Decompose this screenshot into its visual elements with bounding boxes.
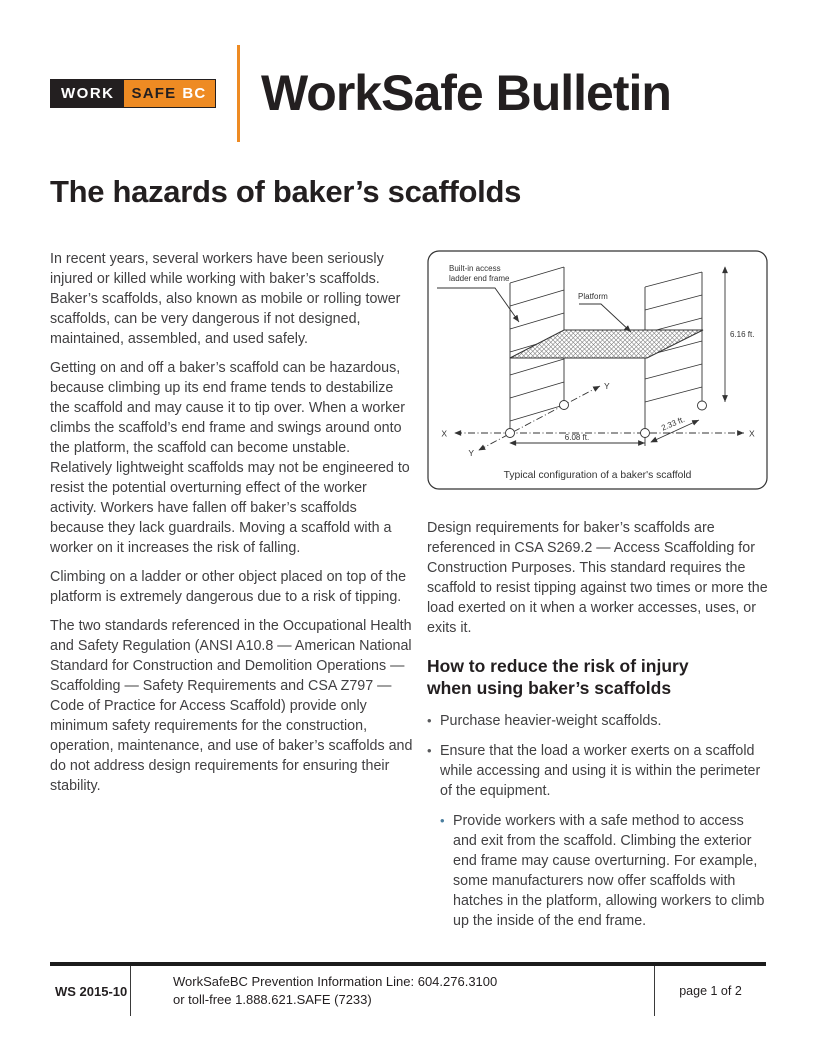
footer-page-indicator: page 1 of 2	[679, 984, 742, 998]
paragraph-intro: In recent years, several workers have been seriously injured or killed while working with baker’s scaffolds. Baker’s scaffolds, also known as mobile or rolling tower scaffolds, can be very dangerous if not designed, maintained, assembled, and used safely.	[50, 251, 401, 347]
paragraph-standards: The two standards referenced in the Occupational Health and Safety Regulation (ANSI A10.8 — American National Standard for Construction and Demolition Operations — Scaffolding — Safety Requirements and CSA Z797 — Code of Practice for Access Scaffold) provide only minimum safety requirements for the construction, operation, maintenance, and use of baker’s scaffolds and do not address design requirements for ensuring their stability.	[50, 618, 413, 794]
figure-label-ladder-line2: ladder end frame	[449, 274, 510, 283]
section-heading-reduce-risk: How to reduce the risk of injury when using baker’s scaffolds	[427, 656, 689, 698]
footer-bulletin-number: WS 2015-10	[50, 966, 131, 1016]
footer	[50, 962, 766, 1016]
bullet-dot: •	[427, 743, 432, 758]
figure-axis-y-top: Y	[604, 381, 610, 391]
logo-bc-text: BC	[182, 85, 207, 102]
logo-work-segment: WORK	[51, 80, 124, 107]
figure-axis-x-right: X	[749, 428, 755, 439]
paragraph-design-requirements: Design requirements for baker’s scaffolds are referenced in CSA S269.2 — Access Scaffolding for Construction Purposes. This standard requires the scaffold to resist tipping against two times or more the load exerted on it when a worker accesses, uses, or exits it.	[427, 520, 768, 636]
scaffold-diagram	[427, 250, 768, 490]
figure-axis-x-left: X	[441, 428, 447, 439]
bullet-text: Purchase heavier-weight scaffolds.	[440, 713, 662, 729]
bullet-item-purchase	[427, 711, 768, 731]
figure-label-platform: Platform	[578, 292, 608, 301]
footer-info-line-1: WorkSafeBC Prevention Information Line: 604.276.3100	[173, 973, 498, 989]
page-title: The hazards of baker’s scaffolds	[50, 174, 522, 209]
left-column	[50, 249, 413, 805]
orange-divider-bar	[237, 45, 240, 142]
bullet-text: Ensure that the load a worker exerts on a scaffold while accessing and using it is within the perimeter of the equipment.	[440, 743, 761, 799]
figure-axis-y-bottom: Y	[468, 448, 474, 458]
sub-bullet-item-safe-access	[427, 811, 768, 931]
bulletin-masthead-title: WorkSafe Bulletin	[261, 65, 671, 121]
bullet-dot: •	[427, 713, 432, 728]
sub-bullet-text: Provide workers with a safe method to access and exit from the scaffold. Climbing the exterior end frame may cause overturning. For example, some manufacturers now offer scaffolds with hatches in the platform, allowing workers to climb up the inside of the end frame.	[453, 813, 765, 929]
figure-dim-width: 2.33 ft.	[660, 414, 687, 433]
figure-caption: Typical configuration of a baker's scaffold	[503, 470, 692, 481]
figure-dim-height: 6.16 ft.	[730, 330, 755, 339]
paragraph-hazards: Getting on and off a baker’s scaffold can be hazardous, because climbing up its end frame tends to destabilize the scaffold and may cause it to tip over. When a worker climbs the scaffold’s end frame and swings around onto the platform, the scaffold can become unstable. Relatively lightweight scaffolds may not be engineered to resist the potential overturning effect of the worker activity. Workers have fallen off baker’s scaffolds because they lack guardrails. Moving a scaffold with a worker on it increases the risk of falling.	[50, 360, 410, 556]
footer-info-line-2: or toll-free 1.888.621.SAFE (7233)	[173, 992, 372, 1007]
sub-bullet-dot: •	[440, 813, 445, 828]
figure-dim-length: 6.08 ft.	[564, 433, 590, 442]
right-column	[427, 250, 768, 931]
footer-contact-info	[131, 966, 655, 1016]
paragraph-ladder: Climbing on a ladder or other object placed on top of the platform is extremely dangerous due to a risk of tipping.	[50, 569, 407, 605]
bullet-item-ensure-load	[427, 741, 768, 801]
logo-safe-text: SAFE	[131, 85, 177, 102]
worksafebc-logo	[50, 79, 216, 108]
figure-label-ladder-line1: Built-in access	[449, 264, 501, 273]
logo-safe-segment	[124, 80, 216, 107]
figure-border	[428, 251, 767, 489]
